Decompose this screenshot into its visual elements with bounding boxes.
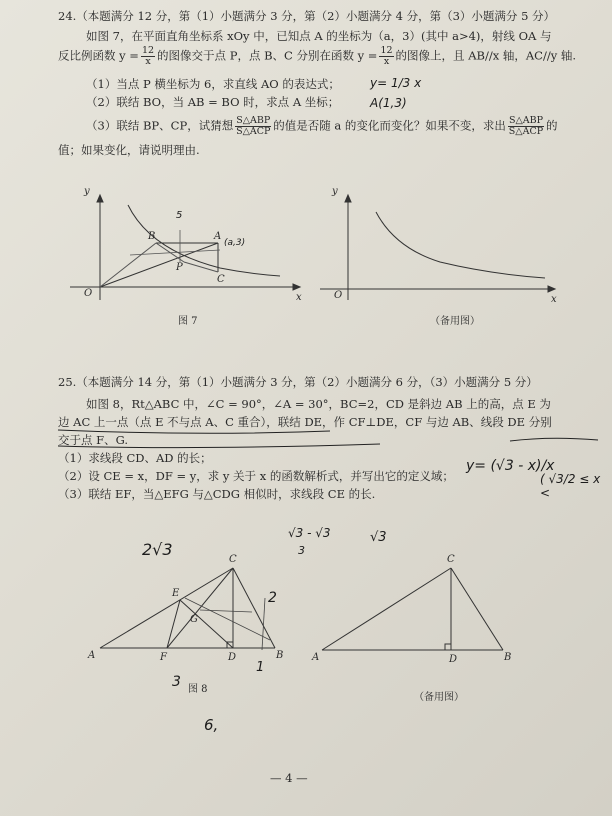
- handwritten-1: 1: [256, 660, 265, 675]
- fig8-label-g: G: [190, 614, 198, 625]
- handwritten-point-a: A(1,3): [370, 96, 407, 110]
- spare-axes: [320, 195, 555, 300]
- spare-fig8-triangle: [322, 568, 503, 650]
- fig8-triangle: [100, 568, 275, 648]
- fig8-label-c: C: [229, 554, 237, 565]
- handwritten-sqrt3: √3: [370, 530, 387, 545]
- q25-item1: （1）求线段 CD、AD 的长；: [58, 451, 212, 465]
- handwritten-top-a: √3 - √3: [288, 526, 331, 540]
- handwritten-5: 5: [176, 210, 183, 221]
- fig7-axes: [70, 195, 300, 300]
- spare-label-o: O: [334, 290, 343, 301]
- frac-12-over-x-2: $\frac{12}{x}$: [380, 45, 393, 67]
- fig8-caption: 图 8: [188, 684, 208, 695]
- fig7-label-a: A: [214, 231, 222, 242]
- fig7-construction: [100, 243, 218, 287]
- fig7-label-b: B: [148, 231, 156, 242]
- spare-fig7-caption: （备用图）: [430, 316, 480, 327]
- fig7-label-y: y: [84, 186, 90, 197]
- handwritten-answer: y= (√3 - x)/x: [466, 458, 555, 474]
- q25-item2: （2）设 CE = x，DF = y，求 y 关于 x 的函数解析式，并写出它的定义域；: [58, 469, 454, 483]
- handwritten-top-b: 3: [298, 544, 305, 557]
- q25-stem-line1: 如图 8，Rt△ABC 中，∠C = 90°，∠A = 30°，BC=2，CD 是斜边 AB 上的高，点 E 为: [86, 397, 551, 411]
- handwritten-3: 3: [172, 674, 181, 690]
- q24-item3: （3）联结 BP、CP，试猜想 $\frac{\text{S△ABP}}{\text{S△ACP}}$ 的值是否随 a 的变化而变化？如果不变，求出 $\frac{\text{S△ABP}}{\text{S△ACP}}$ 的: [86, 115, 558, 137]
- spare8-label-a: A: [312, 652, 320, 663]
- q25-stem-line2: 边 AC 上一点（点 E 不与点 A、C 重合），联结 DE，作 CF⊥DE，CF 与边 AB、线段 DE 分别: [58, 415, 552, 429]
- area-ratio-2: $\frac{\text{S△ABP}}{\text{S△ACP}}$: [508, 115, 544, 137]
- q24-item3-end: 值；如果变化，请说明理由.: [58, 143, 200, 157]
- q25-stem-line3: 交于点 F、G.: [58, 433, 129, 447]
- spare-fig8-caption: （备用图）: [414, 692, 464, 703]
- fig7-label-x: x: [296, 292, 302, 303]
- spare-label-x: x: [551, 294, 557, 305]
- spare8-label-d: D: [449, 654, 458, 665]
- spare-label-y: y: [332, 186, 338, 197]
- fig7-label-p: P: [176, 262, 183, 273]
- q25-item3: （3）联结 EF，当△EFG 与△CDG 相似时，求线段 CE 的长.: [58, 487, 376, 501]
- area-ratio: $\frac{\text{S△ABP}}{\text{S△ACP}}$: [236, 115, 271, 137]
- fig7-label-c: C: [217, 274, 225, 285]
- fig8-label-b: B: [276, 650, 284, 661]
- handwritten-line-eq: y= 1/3 x: [370, 76, 422, 90]
- q24-stem-line1: 如图 7，在平面直角坐标系 xOy 中，已知点 A 的坐标为（a，3）(其中 a>4)，射线 OA 与: [86, 29, 552, 43]
- spare8-label-c: C: [447, 554, 455, 565]
- handwritten-a3: (a,3): [224, 238, 246, 248]
- q24-item2: （2）联结 BO，当 AB = BO 时，求点 A 坐标；: [86, 95, 340, 109]
- spare8-label-b: B: [504, 652, 512, 663]
- fig8-label-a: A: [88, 650, 96, 661]
- q24-stem-line2: 反比例函数 y = $\frac{12}{x}$ 的图像交于点 P，点 B、C 分别在函数 y = $\frac{12}{x}$ 的图像上，且 AB//x 轴，AC//y 轴.: [58, 45, 577, 67]
- fig8-label-f: F: [160, 652, 167, 663]
- handwritten-domain: ( √3/2 ≤ x <: [540, 472, 601, 500]
- q25-header: 25.（本题满分 14 分，第（1）小题满分 3 分，第（2）小题满分 6 分，（3）小题满分 5 分）: [58, 375, 538, 389]
- spare-hyperbola: [376, 212, 545, 278]
- fig8-label-e: E: [172, 588, 180, 599]
- fig8-label-d: D: [228, 652, 237, 663]
- fig7-pencil-marks: [130, 230, 220, 262]
- frac-12-over-x: $\frac{12}{x}$: [141, 45, 155, 67]
- handwritten-2: 2: [268, 590, 277, 606]
- fig7-caption: 图 7: [178, 316, 198, 327]
- handwritten-2sqrt3: 2√3: [142, 540, 173, 559]
- page-number: — 4 —: [270, 771, 308, 785]
- q24-header: 24.（本题满分 12 分，第（1）小题满分 3 分，第（2）小题满分 4 分，第（3）小题满分 5 分）: [58, 9, 556, 23]
- fig7-label-o: O: [84, 288, 93, 299]
- handwritten-6: 6,: [204, 716, 219, 734]
- q24-item1: （1）当点 P 横坐标为 6，求直线 AO 的表达式；: [86, 77, 340, 91]
- q25-underlines: [58, 430, 598, 448]
